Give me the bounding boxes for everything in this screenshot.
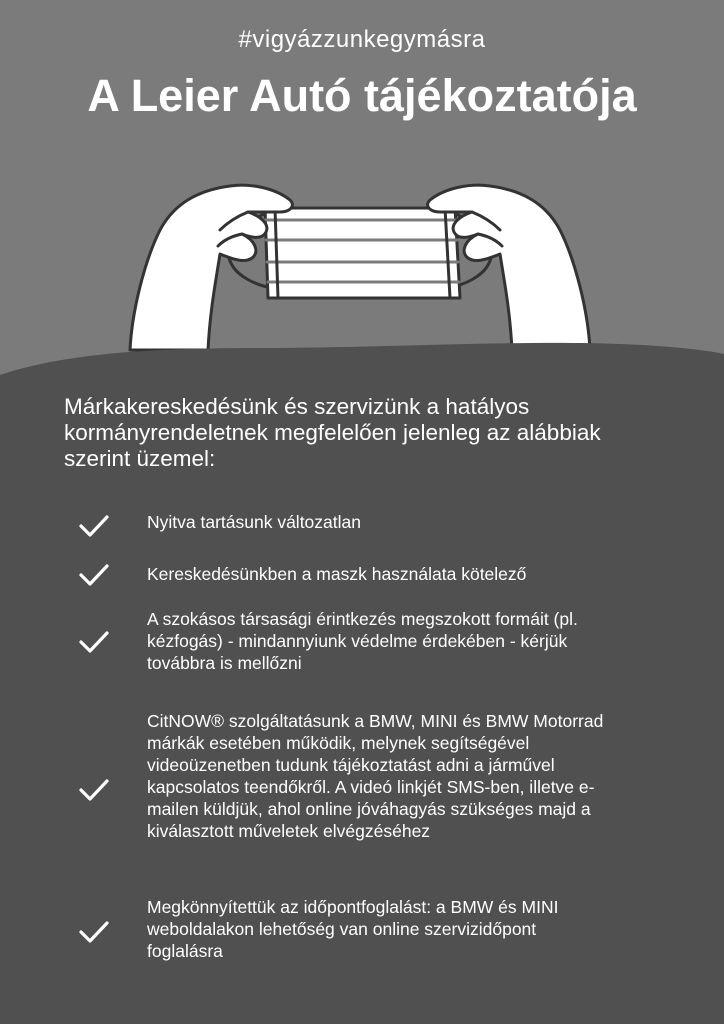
intro-text: Márkakereskedésünk és szervizünk a hatályos kormányrendeletnek megfelelően jelenleg az alábbiak szerint üzemel: (64, 394, 601, 471)
hashtag: #vigyázzunkegymásra (238, 26, 486, 53)
page-title: A Leier Autó tájékoztatója (87, 70, 637, 121)
checkmark-icon (78, 514, 110, 538)
list-item-text: Megkönnyítettük az időpontfoglalást: a BMW és MINI weboldalakon lehetőség van online szervizidőpont foglalásra (147, 897, 559, 961)
checkmark-icon (78, 778, 110, 802)
checkmark-icon (78, 563, 110, 587)
list-item-text: Kereskedésünkben a maszk használata kötelező (147, 564, 527, 584)
list-item-text: Nyitva tartásunk változatlan (147, 512, 361, 532)
list-item-text: CitNOW® szolgáltatásunk a BMW, MINI és BMW Motorrad márkák esetében működik, melynek segítségével videoüzenetben tudunk tájékoztatást adni a járművel kapcsolatos teendőkről. A videó linkjét SMS-ben, illetve e-mailen küldjük, ahol online jóváhagyás szükséges majd a kiválasztott műveletek elvégzéséhez (147, 711, 604, 841)
checkmark-icon (78, 920, 110, 944)
list-item-text: A szokásos társasági érintkezés megszokott formáit (pl. kézfogás) - mindannyiunk védelme érdekében - kérjük továbbra is mellőzni (147, 609, 578, 673)
checkmark-icon (78, 630, 110, 654)
